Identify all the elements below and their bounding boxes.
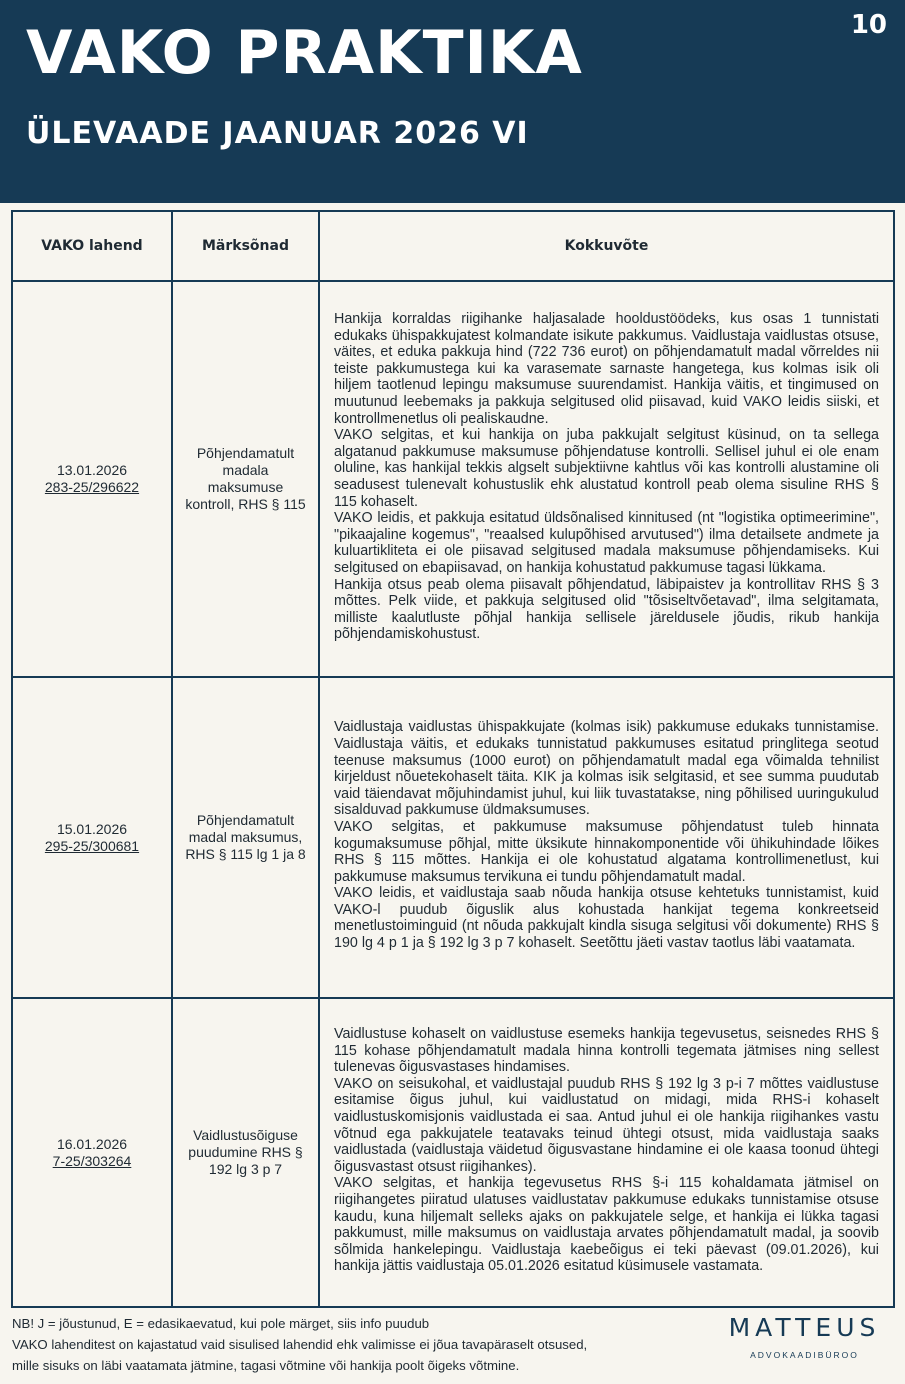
decision-cell: [12, 281, 172, 677]
column-header-summary: Kokkuvõte: [319, 211, 894, 281]
keywords-cell: Põhjendamatult madala maksumuse kontroll, RHS § 115: [172, 281, 319, 677]
table-row: [12, 998, 894, 1307]
summary-paragraph: VAKO selgitas, et hankija tegevusetus RHS §-i 115 kohaldamata jätmisel on riigihangetes piiratud ulatuses vaidlustatav pakkumuse edukaks tunnistamise otsuse kaudu, kuna hiljemalt selleks ajaks on pakkujatele selge, et hankija ei lükka tagasi pakkumust, mille maksumus on vaidlustaja arvates põhjendamatult madal, ja soovib sõlmida hankelepingu. Vaidlustaja kaebeõigus ei teki päevast (09.01.2026), kui hankija jättis vaidlustaja 05.01.2026 esitatud küsimusele vastamata.: [334, 1175, 879, 1275]
page-header: [0, 0, 905, 203]
summary-cell: [319, 998, 894, 1307]
table-header-row: [12, 211, 894, 281]
summary-paragraph: Hankija korraldas riigihanke haljasalade hooldustöödeks, kus osas 1 tunnistati edukaks ühispakkujatest kolmandate isikute pakkumus. Vaidlustaja vaidlustas otsuse, väites, et eduka pakkuja hind (722 736 eurot) on põhjendamatult madal võrreldes nii teiste pakkumustega kui ka varasemate sarnaste hangetega, kus kolmas isik oli hiljem taotlenud lepingu maksumuse suurendamist. Hankija väitis, et tingimused on muutunud leebemaks ja pakkuja selgitused olid piisavad, kuid VAKO leidis siiski, et kontrollmenetlus oli pealiskaudne.: [334, 311, 879, 427]
decision-cell: [12, 998, 172, 1307]
logo-tagline: ADVOKAADIBÜROO: [750, 1350, 859, 1360]
decision-cell: [12, 677, 172, 998]
summary-paragraph: VAKO selgitas, et kui hankija on juba pakkujalt selgitust küsinud, on ta sellega algatanud pakkumuse maksumuse põhjendatuse kontrolli. Sellisel juhul ei ole enam oluline, kas hankijal tekkis algselt subjektiivne kahtlus või kas kontrolli alustamine oli seadusest tulenevalt kohustuslik ehk alustatud kontroll peab olema sisuline RHS § 115 kohaselt.: [334, 427, 879, 510]
decision-date: 16.01.2026: [56, 1135, 128, 1152]
footnote-line: mille sisuks on läbi vaatamata jätmine, tagasi võtmine või hankija poolt õigeks võtmine.: [12, 1358, 520, 1373]
table-row: [12, 281, 894, 677]
matteus-logo: [722, 1313, 887, 1360]
case-link[interactable]: 295-25/300681: [44, 837, 140, 854]
summary-cell: [319, 677, 894, 998]
summary-paragraph: Vaidlustuse kohaselt on vaidlustuse esemeks hankija tegevusetus, seisnedes RHS § 115 kohase põhjendamatult madala hinna kontrolli tegemata jätmises ning sellest tulenevas õigusvastases hindamises.: [334, 1026, 879, 1076]
summary-paragraph: VAKO on seisukohal, et vaidlustajal puudub RHS § 192 lg 3 p-i 7 mõttes vaidlustuse esitamise õigus juhul, kui vaidlustatud on midagi, mida RHS-i kohaselt vaidlustuskomisjonis vaidlustada ei saa. Antud juhul ei ole hankija riigihankes vastu võtnud ega pakkujatele teatavaks teinud ühtegi otsust, mida vaidlustaja saaks vaidlustada (vaidlustaja väidetud õigusvastane hindamine ei ole kaasa toonud ühtegi õigusvastast otsust riigihankes).: [334, 1075, 879, 1175]
column-header-decision: VAKO lahend: [12, 211, 172, 281]
footnote: [12, 1313, 702, 1376]
decisions-table: [11, 210, 895, 1308]
logo-name: MATTEUS: [728, 1313, 881, 1342]
summary-paragraph: VAKO leidis, et pakkuja esitatud üldsõnalised kinnitused (nt "logistika optimeerimine", "pikaajaline kogemus", "reaalsed kulupõhised arvutused") ilma detailsete andmete ja kuluartikliteta ei ole piisavad selgitused madala maksumuse põhjendamiseks. Kui selgitused on ebapiisavad, on hankija kohustatud pakkumuse tagasi lükkama.: [334, 510, 879, 576]
summary-cell: [319, 281, 894, 677]
case-link[interactable]: 7-25/303264: [52, 1152, 132, 1169]
page-subtitle: ÜLEVAADE JAANUAR 2026 VI: [26, 116, 529, 151]
column-header-keywords: Märksõnad: [172, 211, 319, 281]
page-bottom: [12, 1313, 887, 1376]
summary-paragraph: Vaidlustaja vaidlustas ühispakkujate (kolmas isik) pakkumuse edukaks tunnistamise. Vaidlustaja väitis, et edukaks tunnistatud pakkumuses esitatud pringlitega seotud teenuse maksumus (1000 eurot) on põhjendamatult madal ega võimalda tehnilist kirjeldust nõuetekohaselt täita. KIK ja kolmas isik selgitasid, et see summa puudutab vaid täiendavat mõjuhindamist juhul, kui liik tuvastatakse, ning põhilised uuringukulud sisalduvad pakkumuse üldmaksumuses.: [334, 719, 879, 819]
case-link[interactable]: 283-25/296622: [44, 479, 140, 495]
decision-date: 15.01.2026: [56, 820, 128, 837]
summary-paragraph: VAKO leidis, et vaidlustaja saab nõuda hankija otsuse kehtetuks tunnistamist, kuid VAKO-l puudub õiguslik alus kohustada hankijat tegema konkreetseid menetlustoiminguid (nt nõuda pakkujalt kindla sisuga selgitusi või dokumente) RHS § 190 lg 4 p 1 ja § 192 lg 3 p 7 kohaselt. Seetõttu jäeti vastav taotlus läbi vaatamata.: [334, 885, 879, 952]
page-title: VAKO PRAKTIKA: [26, 18, 583, 88]
summary-paragraph: Hankija otsus peab olema piisavalt põhjendatud, läbipaistev ja kontrollitav RHS § 3 mõttes. Pelk viide, et pakkuja selgitused olid "tõsiseltvõetavad", ilma selgitamata, milliste kaalutluste põhjal hankija sellisele järeldusele jõudis, rikub hankija põhjendamiskohustust.: [334, 576, 879, 643]
keywords-cell: Põhjendamatult madal maksumus, RHS § 115 lg 1 ja 8: [172, 677, 319, 998]
page-number: 10: [850, 10, 887, 40]
footnote-line: NB! J = jõustunud, E = edasikaevatud, kui pole märget, siis info puudub: [12, 1316, 430, 1331]
summary-paragraph: VAKO selgitas, et pakkumuse maksumuse põhjendatust tuleb hinnata kogumaksumuse põhjal, mitte üksikute hinnakomponentide või ühikuhindade lõikes RHS § 115 mõttes. Hankija ei ole kohustatud algatama kontrollimenetlust, kui pakkumuse maksumus tervikuna ei tundu põhjendamatult madal.: [334, 818, 879, 885]
decision-date: 13.01.2026: [56, 462, 128, 478]
footnote-line: VAKO lahenditest on kajastatud vaid sisulised lahendid ehk valimisse ei jõua tavapäraselt otsused,: [12, 1337, 588, 1352]
keywords-cell: Vaidlustusõiguse puudumine RHS § 192 lg 3 p 7: [172, 998, 319, 1307]
table-row: [12, 677, 894, 998]
